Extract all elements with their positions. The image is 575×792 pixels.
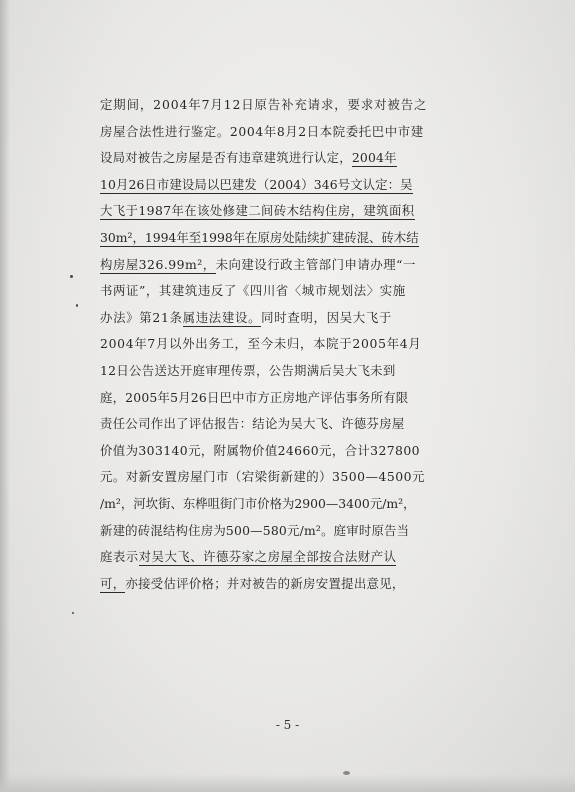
text-line — [100, 331, 515, 358]
text-segment: 庭，2005年5月26日巴中市方正房地产评估事务所有限 — [100, 389, 409, 405]
underlined-text: 对吴大飞、许德芬家之房屋全部按合法财产认 — [138, 549, 397, 565]
text-segment: 庭表示 — [100, 549, 139, 565]
text-segment: 12日公告送达开庭审理传票，公告期满后吴大飞未到 — [100, 362, 396, 378]
document-body — [100, 92, 515, 597]
text-line — [100, 225, 515, 252]
underlined-text: 2004年 — [351, 150, 397, 166]
text-segment: 未向建设行政主管部门申请办理“一 — [215, 256, 416, 272]
underlined-text: 构房屋326.99m²， — [100, 256, 216, 272]
text-line — [100, 464, 515, 491]
text-line — [100, 411, 515, 438]
text-segment: 定期间，2004年7月12日原告补充请求，要求对被告之 — [100, 97, 428, 112]
text-line — [100, 278, 515, 305]
text-line — [100, 491, 515, 518]
scan-speck — [70, 275, 73, 278]
scan-speck — [72, 612, 74, 614]
text-segment: 同时查明，因吴大飞于 — [261, 309, 393, 325]
text-line — [100, 544, 515, 571]
scan-shadow-bottom — [0, 774, 575, 792]
text-segment: 办法》第21条 — [100, 309, 183, 325]
text-line — [100, 252, 515, 279]
underlined-text: 大飞于1987年在该处修建二间砖木结构住房，建筑面积 — [100, 203, 415, 219]
text-segment: 书两证”，其建筑违反了《四川省〈城市规划法〉实施 — [100, 283, 406, 299]
text-line — [100, 145, 515, 172]
text-segment: 元。对新安置房屋门市（宕梁街新建的）3500—4500元 — [100, 469, 425, 485]
text-segment: 亦接受估评价格；并对被告的新房安置提出意见， — [125, 575, 405, 591]
text-segment: 房屋合法性进行鉴定。2004年8月2日本院委托巴中市建 — [100, 123, 424, 139]
underlined-text: 10月26日市建设局以巴建发（2004）346号文认定：吴 — [100, 176, 413, 192]
text-line — [100, 198, 515, 225]
text-segment: 2004年7月以外出务工，至今未归，本院于2005年4月 — [100, 336, 422, 352]
text-segment: 责任公司作出了评估报告：结论为吴大飞、许德芬房屋 — [100, 416, 405, 432]
text-line — [100, 385, 515, 412]
scan-shadow-left — [0, 0, 10, 792]
scan-speck — [343, 771, 350, 775]
text-line — [100, 305, 515, 332]
text-line — [100, 92, 515, 119]
text-line — [100, 438, 515, 465]
text-line — [100, 119, 515, 146]
underlined-text: 可， — [100, 575, 126, 591]
text-line — [100, 172, 515, 199]
text-segment: 价值为303140元，附属物价值24660元，合计327800 — [100, 442, 420, 458]
text-segment: 设局对被告之房屋是否有违章建筑进行认定， — [100, 150, 352, 166]
text-segment: 新建的砖混结构住房为500—580元/m²。庭审时原告当 — [100, 522, 410, 538]
text-line — [100, 358, 515, 385]
scan-speck — [76, 304, 78, 307]
underlined-text: 属违法建设。 — [182, 309, 262, 325]
text-line — [100, 571, 515, 598]
text-segment: /m²，河坎街、东桦咀街门市价格为2900—3400元/m²， — [100, 495, 416, 511]
text-line — [100, 518, 515, 545]
underlined-text: 30m²，1994年至1998年在原房处陆续扩建砖混、砖木结 — [100, 229, 419, 245]
page-number: - 5 - — [275, 718, 300, 732]
